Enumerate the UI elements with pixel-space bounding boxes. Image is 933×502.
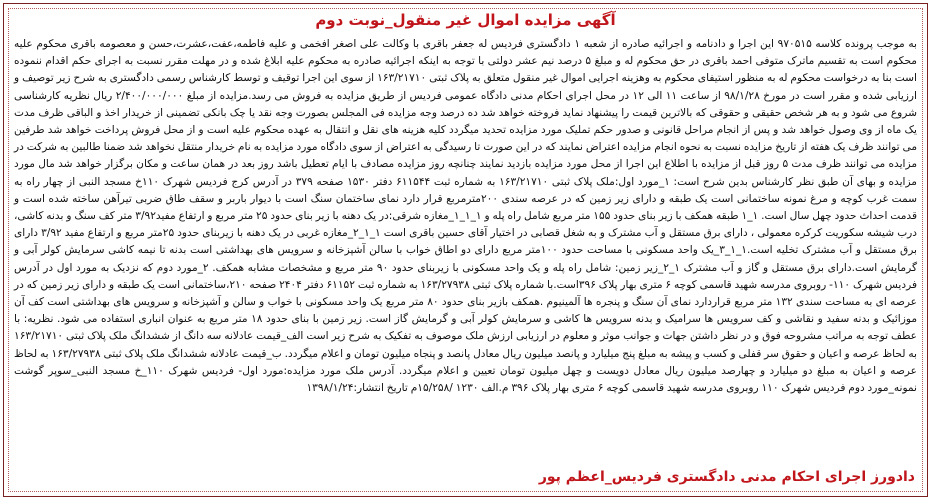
notice-signature: دادورز اجرای احکام مدنی دادگستری فردیس_اعظم پور [538, 469, 915, 485]
notice-title: آگهی مزایده اموال غیر منقول_نوبت دوم [315, 11, 616, 29]
notice-frame [3, 3, 928, 497]
notice-body: به موجب پرونده کلاسه ۹۷۰۵۱۵ این اجرا و دادنامه و اجرائیه صادره از شعبه ۱ دادگستری فردیس له جعفر باقری با وکالت علی اصغر افخمی و علیه فاطمه،عفت،عشرت،حسن و معصومه باقری محکوم علیه محکوم است به تقسیم ماترک متوفی احمد باقری در حق محکوم له و مبلغ ۵ درصد نیم عشر دولتی با توجه به اینکه اجرائیه صادره به محکوم علیه ابلاغ شده و در مهلت مقرر نسبت به اجرای حکم اقدام ننموده است بنا به درخواست محکوم له به منظور استیفای محکوم به وهزینه اجرایی اموال غیر منقول متعلق به پلاک ثبتی ۱۶۳/۲۱۷۱۰ از سوی این اجرا توقیف و توسط کارشناس رسمی دادگستری به شرح زیر توصیف و ارزیابی شده و مقرر است در مورخ ۹۸/۱/۲۸ از ساعت ۱۱ الی ۱۲ در محل اجرای احکام مدنی دادگاه عمومی فردیس از طریق مزایده به فروش می رسد.مزایده از مبلغ ۲/۴۰۰/۰۰۰/۰۰۰ ریال نظریه کارشناسی شروع می شود و به هر شخص حقیقی و حقوقی که بالاترین قیمت را پیشنهاد نماید فروخته خواهد شد ده درصد وجه مزایده فی المجلس بصورت وجه نقد یا چک بانکی تضمینی از خریدار اخذ و الباقی ظرف مدت یک ماه از وی وصول خواهد شد و پس از انجام مراحل قانونی و صدور حکم تملیک مورد مزایده تحدید میگردد کلیه هزینه های نقل و انتقال به عهده محکوم علیه است و از محل فروش پرداخت خواهد شد طرفین می توانند ظرف یک هفته از تاریخ مزایده نسبت به نحوه انجام مزایده اعتراض نمایند که در این صورت تا رسیدگی به اعتراض از سوی دادگاه مورد مزایده به نام خریدار منتقل نخواهد شد ضمنا طالبین به شرکت در مزایده می توانند ظرف مدت ۵ روز قبل از مزایده با اطلاع این اجرا از محل مورد مزایده بازدید نمایند چنانچه روز مزایده مصادف با ایام تعطیل باشد روز بعد در همان ساعت و مکان برگزار خواهد شد مال مورد مزایده و بهای آن طبق نظر کارشناس بدین شرح است: ۱_مورد اول:ملک پلاک ثبتی ۱۶۳/۲۱۷۱۰ به شماره ثبت ۶۱۱۵۴۴ دفتر ۱۵۳۰ صفحه ۳۷۹ در آدرس کرج فردیس شهرک ۱۱۰خ مسجد النبی از چهار راه به سمت غرب کوچه و مرغ نمونه ساختمانی است یک طبقه و دارای زیر زمین که در عرصه سندی ۲۰۰مترمربع قرار دارد نمای ساختمان سنگ است با دیوار باربر و سقف طاق ضربی تیرآهن ساخته شده است و قدمت احداث حدود چهل سال است. ۱_۱ طبقه همکف با زیر بنای حدود ۱۵۵ متر مربع شامل راه پله و ۱_۱_۱_مغازه شرقی:در یک دهنه با زیر بنای حدود ۲۵ متر مربع و ارتفاع مفید۳/۹۲ متر کف سنگ و بدنه کاشی، درب شیشه سکوریت کرکره معمولی ، دارای برق مستقل و آب مشترک و به شغل قصابی در اختیار آقای حسین باقری است ۱_۱_۲_مغازه غربی در یک دهنه با زیربنای حدود ۲۵متر مربع و ارتفاع مفید ۳/۹۲ دارای برق مستقل و آب مشترک تخلیه است.۱_۱_۳_یک واحد مسکونی با مساحت حدود ۱۰۰متر مربع دارای دو اطاق خواب با سالن آشپزخانه و سرویس های بهداشتی است بدنه تا نیمه کاشی سرمایش کولر آبی و گرمایش است.دارای برق مستقل و گاز و آب مشترک ۱_۲_زیر زمین: شامل راه پله و یک واحد مسکونی با زیربنای حدود ۹۰ متر مربع و مشخصات مشابه همکف. ۲_مورد دوم که نزدیک به مورد اول در آدرس فردیس شهرک ۱۱۰- روبروی مدرسه شهید قاسمی کوچه ۶ متری بهار پلاک ۳۹۶است.با شماره پلاک ثبتی ۱۶۳/۲۷۹۳۸ به شماره ثبت ۶۱۱۵۲ دفتر ۲۴۰۴ صفحه ۲۱۰،ساختمانی است یک طبقه و دارای زیر زمین که در عرصه ای به مساحت سندی ۱۳۲ متر مربع قراردارد نمای آن سنگ و پنجره ها آلمینیوم .همکف بازیر بنای حدود ۸۰ متر مربع یک واحد مسکونی با خواب و سالن و آشپزخانه و سرویس های بهداشتی است کف آن موزائیک و بدنه سفید و نقاشی و کف سرویس ها سرامیک و بدنه سرویس ها کاشی و سرمایش کولر آبی و گرمایش گاز است. زیر زمین با بنای حدود ۱۸ متر مربع به عنوان انباری استفاده می شود. نظریه: با عطف توجه به مراتب مشروحه فوق و در نظر داشتن جهات و جوانب موثر و معلوم در ارزیابی ارزش ملک موصوف به تفکیک به شرح زیر است الف_قیمت عادلانه سه دانگ از ششدانگ ملک پلاک ثبتی ۱۶۳/۲۱۷۱۰ به لحاظ عرصه و اعیان و حقوق سر قفلی و کسب و پیشه به مبلغ پنج میلیارد و پانصد میلیون ریال معادل پانصد و پنجاه میلیون تومان و اعلام میگردد. ب_قیمت عادلانه ششدانگ ملک پلاک ثبتی ۱۶۳/۲۷۹۳۸ به لحاظ عرصه و اعیان به مبلغ دو میلیارد و چهارصد میلیون ریال معادل دویست و چهل میلیون تومان تعیین و اعلام میگردد. آدرس ملک مورد مزایده:مورد اول- فردیس شهرک ۱۱۰_خ مسجد النبی_سوپر گوشت نمونه_مورد دوم فردیس شهرک ۱۱۰ روبروی مدرسه شهید قاسمی کوچه ۶ متری بهار پلاک ۳۹۶ م.الف ۱۲۳۰ /۱۵/۲۵۸م تاریخ انتشار:۱۳۹۸/۱/۲۴ [14, 38, 918, 395]
